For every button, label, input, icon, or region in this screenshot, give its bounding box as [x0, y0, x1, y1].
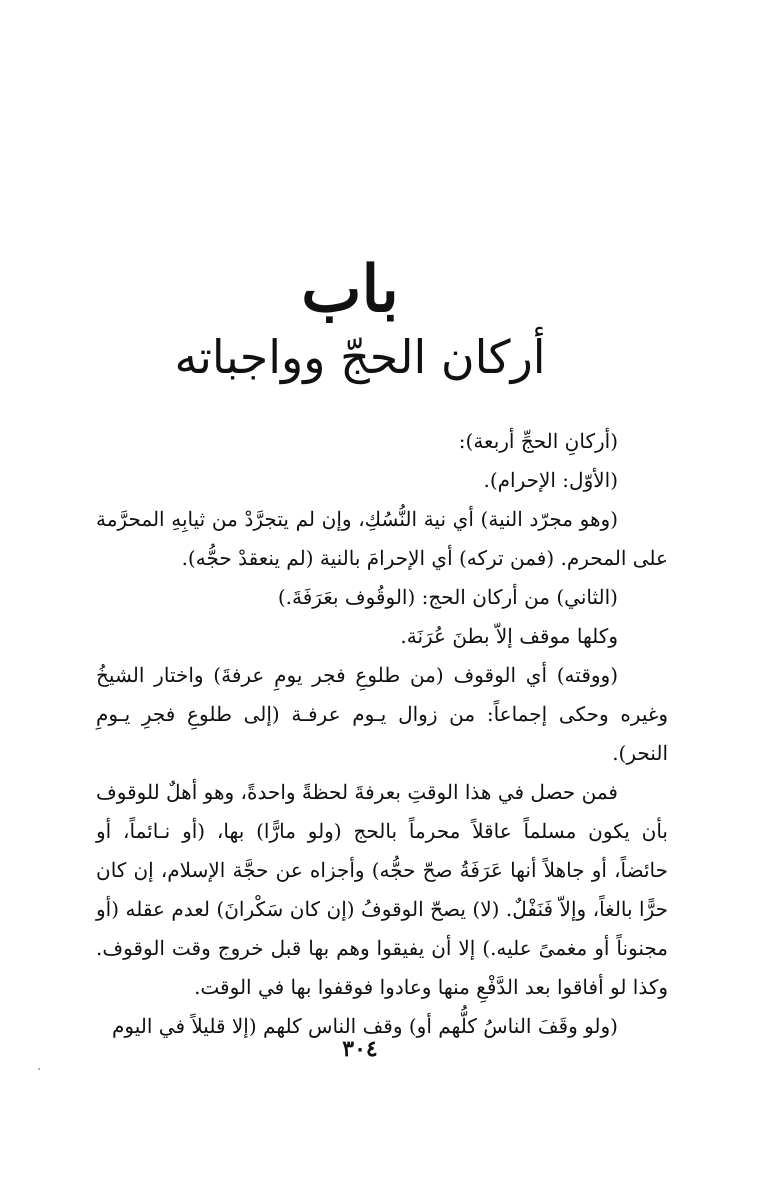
paragraph-2: (الأوّل: الإحرام). — [483, 468, 618, 492]
chapter-title: أركان الحجّ وواجباته — [174, 330, 546, 384]
paragraph-3: (وهو مجرّد النية) أي نية النُّسُكِ، وإن لم يتجرَّدْ من ثيابِهِ المحرَّمة على المحرم. (فمن تركه) أي الإحرامَ بالنية (لم ينعقدْ حجُّه). — [96, 507, 668, 570]
paragraph-4: (الثاني) من أركان الحج: (الوقُوف بعَرَفَةَ.) — [277, 585, 618, 609]
paragraph-6: (ووقته) أي الوقوف (من طلوعِ فجر يومِ عرفةَ) واختار الشيخُ وغيره وحكى إجماعاً: من زوال يـوم عرفـة (إلى طلوعِ فجرِ يـومِ النحر). — [96, 663, 668, 765]
paragraph-8: (ولو وقَفَ الناسُ كلُّهم أو) وقف الناس كلهم (إلا قليلاً في اليوم — [112, 1014, 618, 1038]
paragraph-1: (أركانِ الحجِّ أربعة): — [458, 429, 618, 453]
scan-speck — [38, 1068, 40, 1070]
body-text — [96, 422, 668, 1046]
chapter-heading-word: باب — [301, 252, 399, 327]
page-number: ٣٠٤ — [342, 1036, 378, 1062]
paragraph-5: وكلها موقف إلاّ بطنَ عُرَنَة. — [400, 624, 618, 648]
paragraph-7: فمن حصل في هذا الوقتِ بعرفةَ لحظةً واحدةً، وهو أهلٌ للوقوف بأن يكون مسلماً عاقلاً محرماً بالحج (ولو مارًّا) بها، (أو نـائماً، أو حائضاً، أو جاهلاً أنها عَرَفَةُ صحّ حجُّه) وأجزاه عن حجَّة الإسلام، إن كان حرًّا بالغاً، وإلاّ فَنَفْلٌ. (لا) يصحّ الوقوفُ (إن كان سَكْرانَ) لعدم عقله (أو مجنوناً أو مغمىً عليه.) إلا أن يفيقوا وهم بها قبل خروج وقت الوقوف. وكذا لو أفاقوا بعد الدَّفْعِ منها وعادوا فوقفوا بها في الوقت. — [96, 780, 668, 999]
